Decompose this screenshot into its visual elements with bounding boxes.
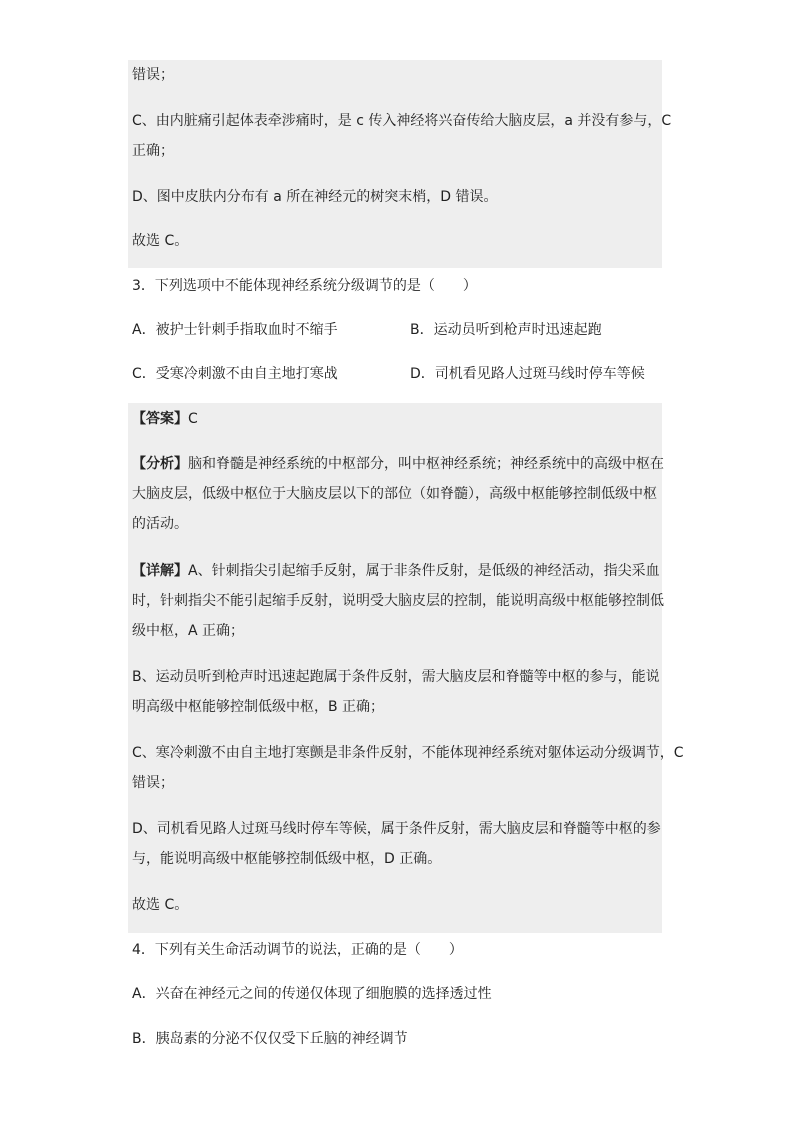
q3-stem: 3．下列选项中不能体现神经系统分级调节的是（ ）	[132, 278, 477, 294]
answer-tag: 【答案】	[132, 411, 188, 427]
q4-stem: 4．下列有关生命活动调节的说法，正确的是（ ）	[132, 942, 463, 958]
q3-option-a: A．被护士针刺手指取血时不缩手	[132, 322, 338, 338]
q3-option-b: B．运动员听到枪声时迅速起跑	[410, 322, 602, 338]
q3-detail-a-line3: 级中枢，A 正确；	[132, 623, 245, 639]
q3-detail-a-line1	[132, 561, 660, 581]
q2-option-c-line1: C、由内脏痛引起体表牵涉痛时，是 c 传入神经将兴奋传给大脑皮层，a 并没有参与，C	[132, 113, 672, 129]
q3-detail-c-line1: C、寒冷刺激不由自主地打寒颤是非条件反射，不能体现神经系统对躯体运动分级调节，C	[132, 745, 684, 761]
q3-option-c: C．受寒冷刺激不由自主地打寒战	[132, 366, 338, 382]
q4-option-b: B．胰岛素的分泌不仅仅受下丘脑的神经调节	[132, 1031, 408, 1047]
q3-detail-d-line2: 与，能说明高级中枢能够控制低级中枢，D 正确。	[132, 851, 442, 867]
q3-analysis-line1	[132, 454, 664, 474]
q3-detail-b-line2: 明高级中枢能够控制低级中枢，B 正确；	[132, 699, 385, 715]
q3-analysis-line3: 的活动。	[132, 516, 188, 532]
q3-detail-c-line2: 错误；	[132, 775, 174, 791]
q2-option-c-line2: 正确；	[132, 143, 174, 159]
q3-detail-b-line1: B、运动员听到枪声时迅速起跑属于条件反射，需大脑皮层和脊髓等中枢的参与，能说	[132, 669, 660, 685]
q3-answer	[132, 409, 198, 429]
q4-option-a: A．兴奋在神经元之间的传递仅体现了细胞膜的选择透过性	[132, 986, 492, 1002]
detail-text: A、针刺指尖引起缩手反射，属于非条件反射，是低级的神经活动，指尖采血	[188, 563, 660, 579]
q3-detail-a-line2: 时，针刺指尖不能引起缩手反射，说明受大脑皮层的控制，能说明高级中枢能够控制低	[132, 593, 664, 609]
q3-conclusion: 故选 C。	[132, 897, 189, 913]
q3-option-d: D．司机看见路人过斑马线时停车等候	[410, 366, 645, 382]
q3-detail-d-line1: D、司机看见路人过斑马线时停车等候，属于条件反射，需大脑皮层和脊髓等中枢的参	[132, 821, 661, 837]
q3-analysis-line2: 大脑皮层，低级中枢位于大脑皮层以下的部位（如脊髓），高级中枢能够控制低级中枢	[132, 486, 657, 502]
q2-conclusion: 故选 C。	[132, 233, 189, 249]
answer-value: C	[188, 411, 198, 427]
analysis-tag: 【分析】	[132, 456, 188, 472]
q2-error-text: 错误；	[132, 67, 174, 83]
explanation-block-q2	[128, 60, 662, 268]
q2-option-d: D、图中皮肤内分布有 a 所在神经元的树突末梢，D 错误。	[132, 189, 498, 205]
detail-tag: 【详解】	[132, 563, 188, 579]
analysis-text: 脑和脊髓是神经系统的中枢部分，叫中枢神经系统；神经系统中的高级中枢在	[188, 456, 664, 472]
